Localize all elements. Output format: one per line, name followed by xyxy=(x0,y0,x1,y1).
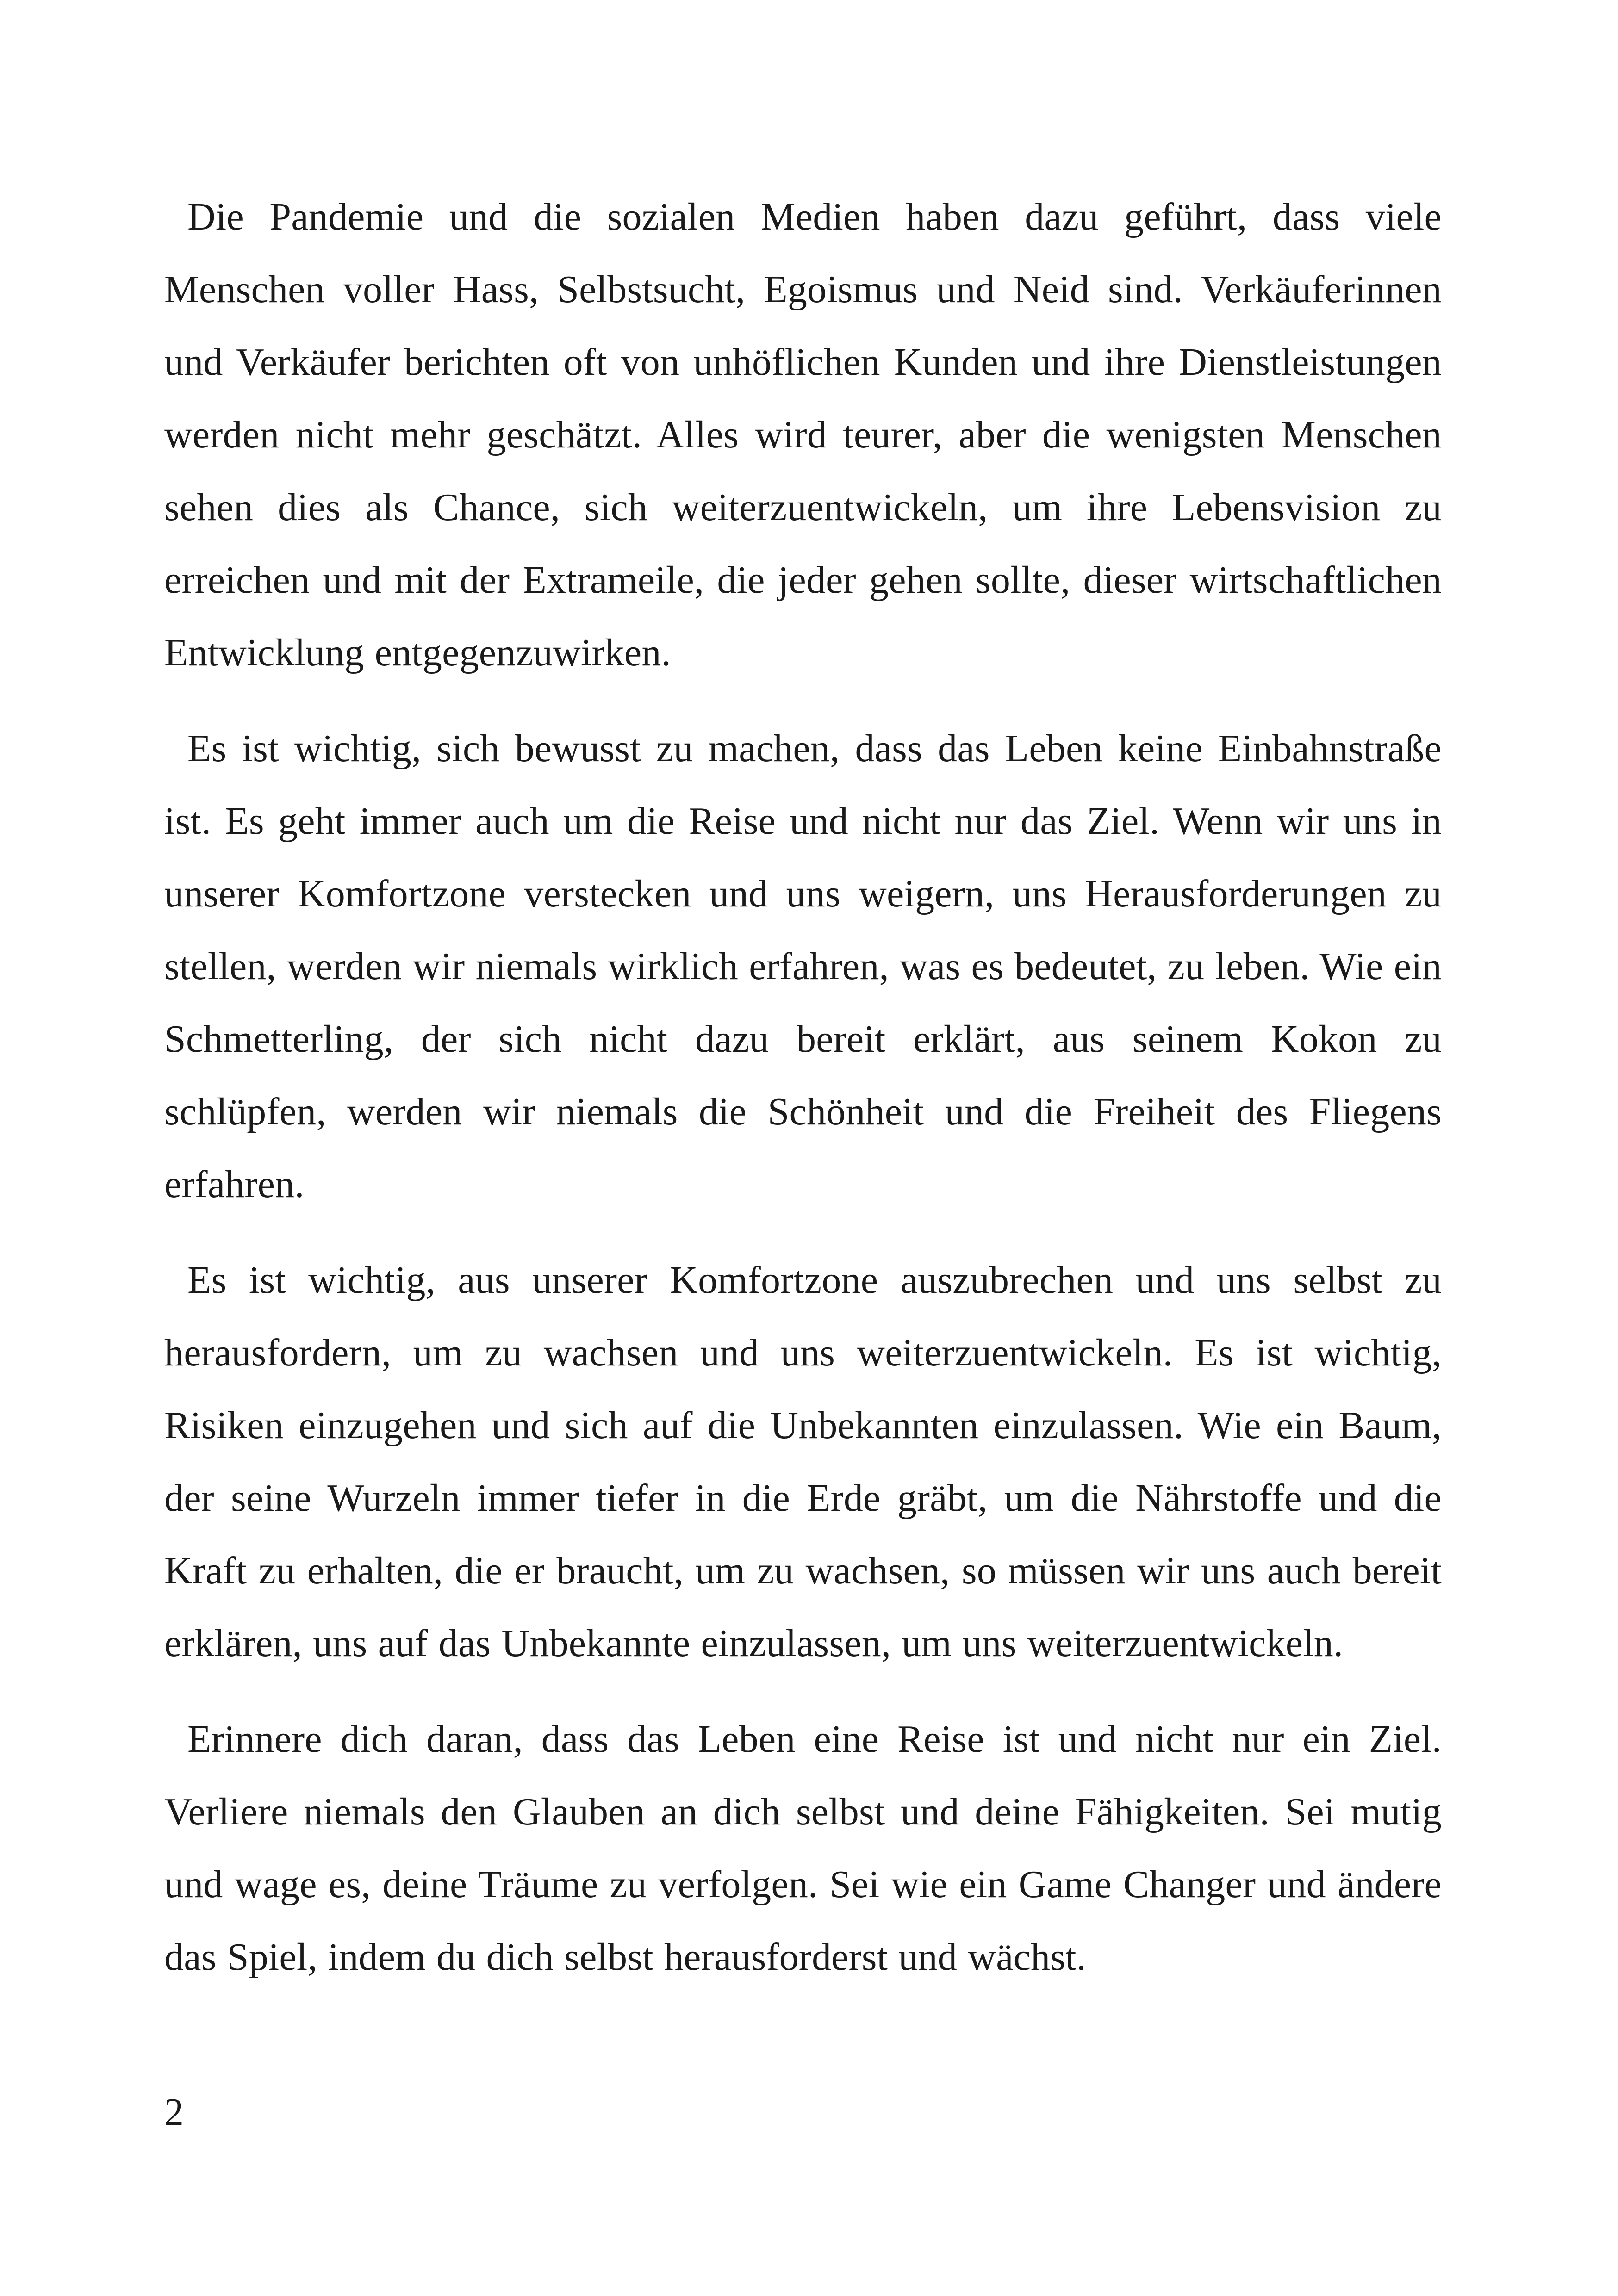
paragraph-2: Es ist wichtig, sich bewusst zu machen, dass das Leben keine Einbahnstraße ist. Es geht immer auch um die Reise und nicht nur das Ziel. Wenn wir uns in unserer Komfortzone verstecken und uns weigern, uns Herausforderungen zu stellen, werden wir niemals wirklich erfahren, was es bedeutet, zu leben. Wie ein Schmetterling, der sich nicht dazu bereit erklärt, aus seinem Kokon zu schlüpfen, werden wir niemals die Schönheit und die Freiheit des Fliegens erfahren. xyxy=(164,727,1442,1206)
body-text xyxy=(164,180,1442,2017)
page-number: 2 xyxy=(164,2091,184,2134)
paragraph-1: Die Pandemie und die sozialen Medien haben dazu geführt, dass viele Menschen voller Hass, Selbstsucht, Egoismus und Neid sind. Verkäuferinnen und Verkäufer berichten oft von unhöflichen Kunden und ihre Dienstleistungen werden nicht mehr geschätzt. Alles wird teurer, aber die wenigsten Menschen sehen dies als Chance, sich weiterzuentwickeln, um ihre Lebensvision zu erreichen und mit der Extrameile, die jeder gehen sollte, dieser wirtschaftlichen Entwicklung entgegenzuwirken. xyxy=(164,195,1442,674)
paragraph-4: Erinnere dich daran, dass das Leben eine Reise ist und nicht nur ein Ziel. Verliere niemals den Glauben an dich selbst und deine Fähigkeiten. Sei mutig und wage es, deine Träume zu verfolgen. Sei wie ein Game Changer und ändere das Spiel, indem du dich selbst herausforderst und wächst. xyxy=(164,1718,1442,1979)
paragraph-3: Es ist wichtig, aus unserer Komfortzone auszubrechen und uns selbst zu herausfordern, um zu wachsen und uns weiterzuentwickeln. Es ist wichtig, Risiken einzugehen und sich auf die Unbekannten einzulassen. Wie ein Baum, der seine Wurzeln immer tiefer in die Erde gräbt, um die Nährstoffe und die Kraft zu erhalten, die er braucht, um zu wachsen, so müssen wir uns auch bereit erklären, uns auf das Unbekannte einzulassen, um uns weiterzuentwickeln. xyxy=(164,1259,1442,1665)
